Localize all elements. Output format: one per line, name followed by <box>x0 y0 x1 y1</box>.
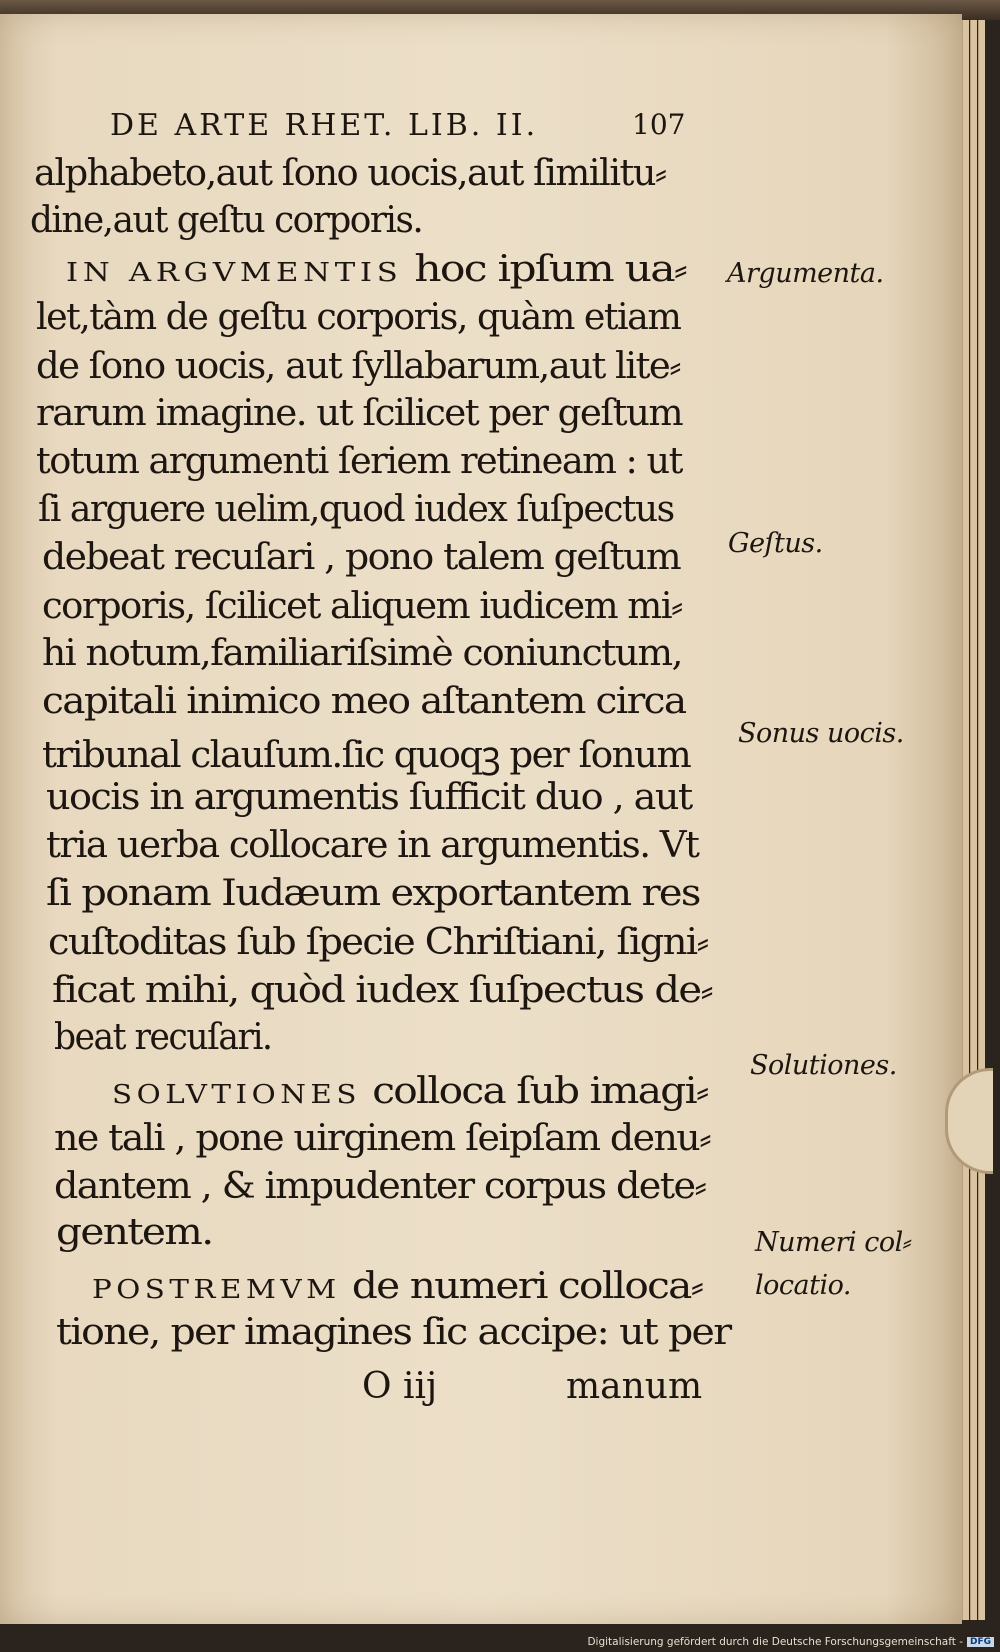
catchword: manum <box>566 1366 703 1407</box>
text-line <box>52 969 712 1011</box>
text-line <box>42 537 680 578</box>
line-text: ſi arguere uelim,quod iudex ſuſpectus <box>38 489 674 530</box>
line-text: colloca ſub imagi⸗ <box>360 1071 708 1112</box>
text-line <box>56 1212 212 1253</box>
text-line <box>46 873 700 914</box>
line-text: cuſtoditas ſub ſpecie Chriſtiani, ſigni⸗ <box>48 922 708 963</box>
page-edge <box>978 20 985 1620</box>
text-line <box>46 825 698 866</box>
line-text: dantem , & impudenter corpus dete⸗ <box>54 1166 706 1207</box>
line-text: corporis, ſcilicet aliquem iudicem mi⸗ <box>42 586 682 627</box>
dfg-logo: DFG <box>967 1637 994 1647</box>
section-heading: SOLVTIONES <box>112 1080 361 1110</box>
text-line <box>36 393 682 434</box>
text-line <box>66 248 686 290</box>
line-text: hoc ipſum ua⸗ <box>402 249 687 290</box>
section-heading: POSTREMVM <box>92 1275 341 1305</box>
text-line <box>54 1017 272 1058</box>
page-number: 107 <box>632 108 686 141</box>
marginal-note: Numeri col⸗ <box>755 1227 912 1258</box>
line-text: ficat mihi, quòd iudex ſuſpectus de⸗ <box>52 970 713 1011</box>
marginal-note: Geſtus. <box>728 528 823 559</box>
line-text: uocis in argumentis ſufficit duo , aut <box>46 777 692 818</box>
text-line <box>42 729 690 778</box>
line-text: beat recuſari. <box>54 1017 272 1058</box>
line-text: alphabeto,aut ſono uocis,aut ſimilitu⸗ <box>34 153 666 194</box>
line-text: capitali inimico meo aſtantem circa <box>42 681 686 722</box>
running-title: DE ARTE RHET. LIB. II. <box>110 108 539 143</box>
line-text: debeat recuſari , pono talem geſtum <box>42 537 681 578</box>
text-line <box>42 681 686 722</box>
text-line <box>30 200 422 241</box>
text-line <box>36 345 680 387</box>
text-line <box>34 152 666 194</box>
text-line <box>48 921 708 963</box>
text-line <box>112 1070 708 1112</box>
text-line <box>38 489 674 530</box>
line-text: let,tàm de geſtu corporis, quàm etiam <box>36 297 681 338</box>
section-heading: IN ARGVMENTIS <box>66 258 403 288</box>
text-line <box>54 1165 706 1207</box>
text-line <box>46 777 692 818</box>
line-text: de numeri colloca⸗ <box>340 1266 703 1307</box>
line-text: gentem. <box>56 1212 213 1253</box>
text-line <box>56 1312 730 1353</box>
line-text: rarum imagine. ut ſcilicet per geſtum <box>36 393 683 434</box>
text-line <box>42 633 682 674</box>
text-line <box>54 1117 710 1159</box>
marginal-note: Argumenta. <box>727 258 884 289</box>
line-text: hi notum,familiariſsimè coniunctum, <box>42 633 682 674</box>
line-text: tribunal clauſum.ſic quoqꝫ per ſonum <box>42 735 691 776</box>
text-line <box>92 1265 702 1307</box>
marginal-note: locatio. <box>755 1270 851 1301</box>
line-text: ne tali , pone uirginem ſeipſam denu⸗ <box>54 1118 711 1159</box>
marginal-note: Sonus uocis. <box>738 718 904 749</box>
line-text: de ſono uocis, aut ſyllabarum,aut lite⸗ <box>36 346 681 387</box>
line-text: totum argumenti ſeriem retineam : ut <box>36 441 682 482</box>
line-text: dine,aut geſtu corporis. <box>30 200 423 241</box>
marginal-note: Solutiones. <box>750 1050 897 1081</box>
text-line <box>42 585 682 627</box>
digitization-credit <box>587 1636 994 1648</box>
signature-mark: O iij <box>362 1366 438 1407</box>
line-text: tria uerba collocare in argumentis. Vt <box>46 825 699 866</box>
line-text: tione, per imagines ſic accipe: ut per <box>56 1312 731 1353</box>
text-line <box>36 441 682 482</box>
line-text: ſi ponam Iudæum exportantem res <box>46 873 700 914</box>
page-edge <box>970 20 977 1620</box>
page-edge <box>962 20 969 1620</box>
credit-text: Digitalisierung gefördert durch die Deutsche Forschungsgemeinschaft - <box>587 1636 963 1648</box>
text-line <box>36 297 680 338</box>
